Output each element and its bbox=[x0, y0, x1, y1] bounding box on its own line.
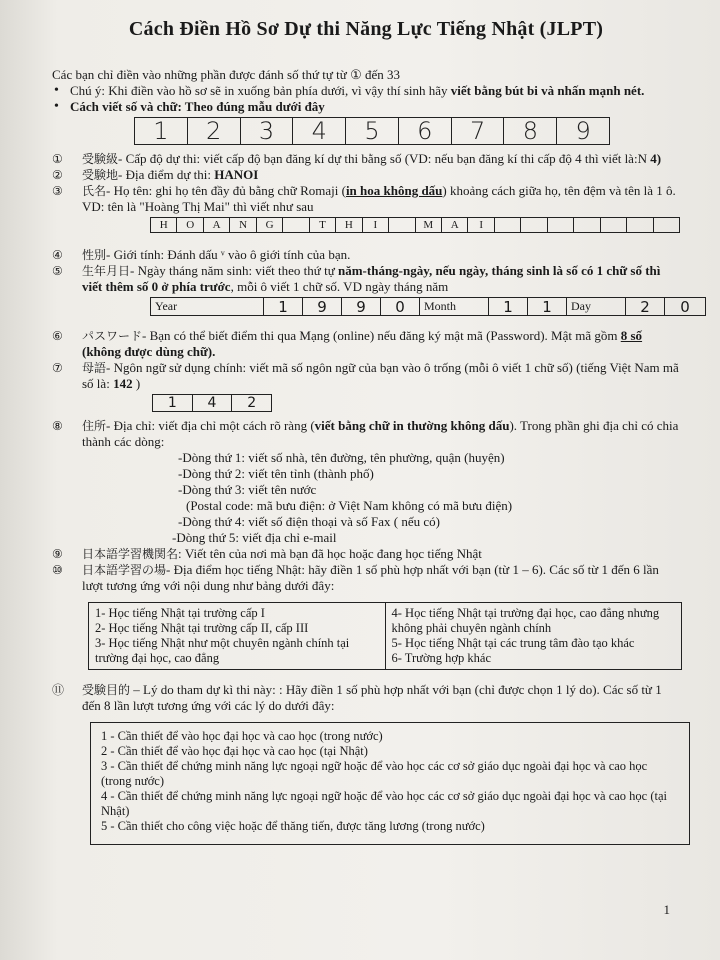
name-cell bbox=[574, 218, 600, 232]
name-cell: M bbox=[416, 218, 442, 232]
note-bullet bbox=[52, 83, 680, 99]
name-cell bbox=[521, 218, 547, 232]
item-text: – Lý do tham dự kì thi này: : Hãy điền 1 số phù hợp nhất với bạn (chỉ được chọn 1 lý do). Các số từ 1 đến 8 lần lượt tương ứng với các lý do dưới đây: bbox=[82, 682, 662, 713]
study-place-table bbox=[88, 602, 682, 670]
address-line: -Dòng thứ 2: viết tên tỉnh (thành phố) bbox=[178, 466, 374, 481]
item-jp-label: 日本語学習の場 bbox=[82, 563, 167, 577]
address-line: -Dòng thứ 5: viết địa chỉ e-mail bbox=[172, 530, 337, 545]
digit-cell: 6 bbox=[399, 118, 452, 144]
item-text: , mỗi ô viết 1 chữ số. VD ngày tháng năm bbox=[230, 279, 449, 294]
item-number: ⑥ bbox=[52, 329, 63, 343]
code-cell: 2 bbox=[247, 395, 257, 411]
month-label: Month bbox=[420, 298, 489, 315]
item-number: ④ bbox=[52, 248, 63, 262]
item-number: ⑧ bbox=[52, 419, 63, 433]
item-bold-underline: 8 số bbox=[620, 328, 643, 343]
item-bold: (không được dùng chữ). bbox=[82, 344, 216, 359]
item-purpose bbox=[52, 682, 680, 714]
item-number: ⑩ bbox=[52, 563, 63, 577]
item-jp-label: 性別 bbox=[82, 248, 107, 262]
digit-cell: 7 bbox=[452, 118, 505, 144]
study-place-right bbox=[385, 603, 682, 670]
reason-item: 5 - Cần thiết cho công việc hoặc để thăng tiến, được tăng lương (trong nước) bbox=[101, 819, 485, 833]
address-line: -Dòng thứ 4: viết số điện thoại và số Fax ( nếu có) bbox=[178, 514, 440, 529]
item-jp-label: 母語 bbox=[82, 361, 107, 375]
item-address bbox=[52, 418, 680, 450]
item-jp-label: 生年月日 bbox=[82, 264, 131, 278]
name-cell: I bbox=[363, 218, 389, 232]
name-cell bbox=[601, 218, 627, 232]
item-number: ⑦ bbox=[52, 361, 63, 375]
reason-item: 4 - Cần thiết để chứng minh năng lực ngoại ngữ hoặc để vào học các cơ sở giáo dục ngoài đại học và cao học (tại Nhật) bbox=[101, 789, 667, 818]
item-number: ③ bbox=[52, 184, 63, 198]
address-line: (Postal code: mã bưu điện: ở Việt Nam không có mã bưu điện) bbox=[186, 498, 513, 513]
item-language bbox=[52, 360, 680, 392]
study-place-option: 1- Học tiếng Nhật tại trường cấp I bbox=[95, 606, 265, 620]
name-cell: A bbox=[204, 218, 230, 232]
digit-cell: 3 bbox=[241, 118, 294, 144]
item-bold-underline: in hoa không dấu bbox=[345, 183, 443, 198]
item-name bbox=[52, 183, 680, 215]
item-text: - Ngày tháng năm sinh: viết theo thứ tự bbox=[130, 263, 338, 278]
name-cell bbox=[627, 218, 653, 232]
intro-text: Các bạn chỉ điền vào những phần được đánh số thứ tự từ ① đến 33 bbox=[52, 67, 400, 82]
bullet-icon: • bbox=[54, 99, 59, 114]
code-cell: 4 bbox=[193, 395, 233, 411]
item-text: : Viết tên của nơi mà bạn đã học hoặc đang học tiếng Nhật bbox=[178, 546, 482, 561]
study-place-option: 2- Học tiếng Nhật tại trường cấp II, cấp III bbox=[95, 621, 309, 635]
item-text: - Địa điểm dự thi: bbox=[118, 167, 215, 182]
item-number: ② bbox=[52, 168, 63, 182]
note-text: Chú ý: Khi điền vào hồ sơ sẽ in xuống bản phía dưới, vì vậy thí sinh hãy bbox=[70, 83, 451, 98]
item-text: ) bbox=[132, 376, 141, 391]
bullet-icon: • bbox=[54, 83, 59, 98]
name-cell: H bbox=[151, 218, 177, 232]
study-place-option: 5- Học tiếng Nhật tại các trung tâm đào tạo khác bbox=[391, 636, 635, 650]
item-bold: viết bằng chữ in thường không dấu bbox=[314, 418, 510, 433]
birthday-grid bbox=[150, 297, 706, 316]
name-cell bbox=[283, 218, 309, 232]
name-cell: H bbox=[336, 218, 362, 232]
day-digit: 0 bbox=[680, 297, 690, 316]
item-jp-label: 日本語学習機関名 bbox=[82, 547, 179, 561]
digit-cell: 9 bbox=[575, 117, 591, 145]
study-place-option: 3- Học tiếng Nhật như một chuyên ngành chính tại trường đại học, cao đẳng bbox=[95, 636, 350, 665]
language-code-grid bbox=[152, 394, 272, 412]
item-text: - Họ tên: ghi họ tên đầy đủ bằng chữ Romaji ( bbox=[106, 183, 346, 198]
item-number: ⑪ bbox=[52, 683, 65, 697]
item-text: ) khoảng cách giữa họ, tên đệm và tên là 1 ô. VD: tên là "Hoàng Thị Mai" thì viết như sau bbox=[82, 183, 676, 214]
name-cell: A bbox=[442, 218, 468, 232]
digit-cell: 4 bbox=[293, 118, 346, 144]
name-cell bbox=[548, 218, 574, 232]
study-place-left bbox=[89, 603, 386, 670]
reasons-box bbox=[90, 722, 690, 845]
year-label: Year bbox=[151, 298, 264, 315]
item-text: - Địa điểm học tiếng Nhật: hãy điền 1 số phù hợp nhất với bạn (từ 1 – 6). Các số từ 1 đến 6 lần lượt tương ứng với nội dung như bảng dưới đây: bbox=[82, 562, 659, 593]
reason-item: 3 - Cần thiết để chứng minh năng lực ngoại ngữ hoặc để vào học các cơ sở giáo dục ngoài đại học và cao học (trong nước) bbox=[101, 759, 648, 788]
note-bold-text: viết bằng bút bi và nhấn mạnh nét. bbox=[450, 83, 645, 98]
digit-cell: 2 bbox=[188, 118, 241, 144]
item-level bbox=[52, 151, 680, 167]
page-number: 1 bbox=[663, 902, 670, 917]
year-digit: 0 bbox=[381, 298, 420, 315]
address-lines bbox=[172, 450, 680, 546]
item-number: ① bbox=[52, 152, 63, 166]
style-bullet bbox=[52, 99, 680, 115]
item-bold: 142 bbox=[113, 376, 133, 391]
address-line: -Dòng thứ 1: viết số nhà, tên đường, tên phường, quận (huyện) bbox=[178, 450, 505, 465]
code-cell: 1 bbox=[153, 395, 193, 411]
item-jp-label: 住所 bbox=[82, 419, 107, 433]
name-grid bbox=[150, 217, 680, 233]
item-jp-label: 受験目的 bbox=[82, 683, 131, 697]
item-number: ⑨ bbox=[52, 547, 63, 561]
item-study-place bbox=[52, 562, 680, 594]
name-cell: O bbox=[177, 218, 203, 232]
digit-cell: 1 bbox=[135, 118, 188, 144]
year-digit: 9 bbox=[342, 298, 381, 315]
item-jp-label: パスワード bbox=[82, 329, 143, 343]
item-jp-label: 氏名 bbox=[82, 184, 107, 198]
item-bold: năm-tháng-ngày, nếu ngày, tháng sinh là số có 1 chữ số thì viết thêm số 0 ở phía trước bbox=[82, 263, 661, 294]
month-digit: 1 bbox=[528, 298, 567, 315]
item-text: vào ô giới tính của bạn. bbox=[224, 247, 351, 262]
item-school bbox=[52, 546, 680, 562]
reason-item: 1 - Cần thiết để vào học đại học và cao học (trong nước) bbox=[101, 729, 383, 743]
item-bold: 4) bbox=[650, 151, 662, 166]
name-cell: I bbox=[468, 218, 494, 232]
reason-item: 2 - Cần thiết để vào học đại học và cao học (tại Nhật) bbox=[101, 744, 368, 758]
item-text: - Ngôn ngữ sử dụng chính: viết mã số ngôn ngữ của bạn vào ô trống (mỗi ô viết 1 chữ số) (tiếng Việt Nam mã số là: bbox=[82, 360, 679, 391]
item-location bbox=[52, 167, 680, 183]
address-line: -Dòng thứ 3: viết tên nước bbox=[178, 482, 317, 497]
item-text: ). Trong phần ghi địa chỉ có chia thành các dòng: bbox=[82, 418, 679, 449]
item-password bbox=[52, 328, 680, 360]
page-title: Cách Điền Hồ Sơ Dự thi Năng Lực Tiếng Nhật (JLPT) bbox=[128, 18, 604, 40]
name-cell bbox=[389, 218, 415, 232]
study-place-option: 4- Học tiếng Nhật tại trường đại học, cao đẳng nhưng không phải chuyên ngành chính bbox=[391, 606, 660, 635]
name-cell: G bbox=[257, 218, 283, 232]
digit-sample-box bbox=[134, 117, 610, 145]
month-digit: 1 bbox=[489, 298, 528, 315]
name-cell: T bbox=[310, 218, 336, 232]
item-birthday bbox=[52, 263, 680, 295]
style-heading: Cách viết số và chữ: Theo đúng mẫu dưới đây bbox=[70, 99, 325, 114]
check-mark-icon: ᵛ bbox=[220, 247, 225, 262]
item-text: - Cấp độ dự thi: viết cấp độ bạn đăng kí dự thi bằng số (VD: nếu bạn đăng kí thi cấp độ 4 thì viết là:N bbox=[118, 151, 651, 166]
item-text: - Địa chỉ: viết địa chỉ một cách rõ ràng ( bbox=[106, 418, 315, 433]
year-digit: 1 bbox=[264, 298, 303, 315]
year-digit: 9 bbox=[303, 298, 342, 315]
item-jp-label: 受験級 bbox=[82, 152, 119, 166]
study-place-option: 6- Trường hợp khác bbox=[391, 651, 492, 665]
day-digit: 2 bbox=[626, 298, 665, 315]
item-bold: HANOI bbox=[214, 167, 259, 182]
name-cell bbox=[654, 218, 679, 232]
item-text: - Bạn có thể biết điểm thi qua Mạng (online) nếu đăng ký mật mã (Password). Mật mã gồm bbox=[142, 328, 621, 343]
item-gender bbox=[52, 247, 680, 263]
day-label: Day bbox=[567, 298, 626, 315]
item-number: ⑤ bbox=[52, 264, 63, 278]
name-cell bbox=[495, 218, 521, 232]
item-text: - Giới tính: Đánh dấu bbox=[106, 247, 221, 262]
digit-cell: 5 bbox=[346, 118, 399, 144]
item-jp-label: 受験地 bbox=[82, 168, 119, 182]
digit-cell: 8 bbox=[504, 118, 557, 144]
name-cell: N bbox=[230, 218, 256, 232]
